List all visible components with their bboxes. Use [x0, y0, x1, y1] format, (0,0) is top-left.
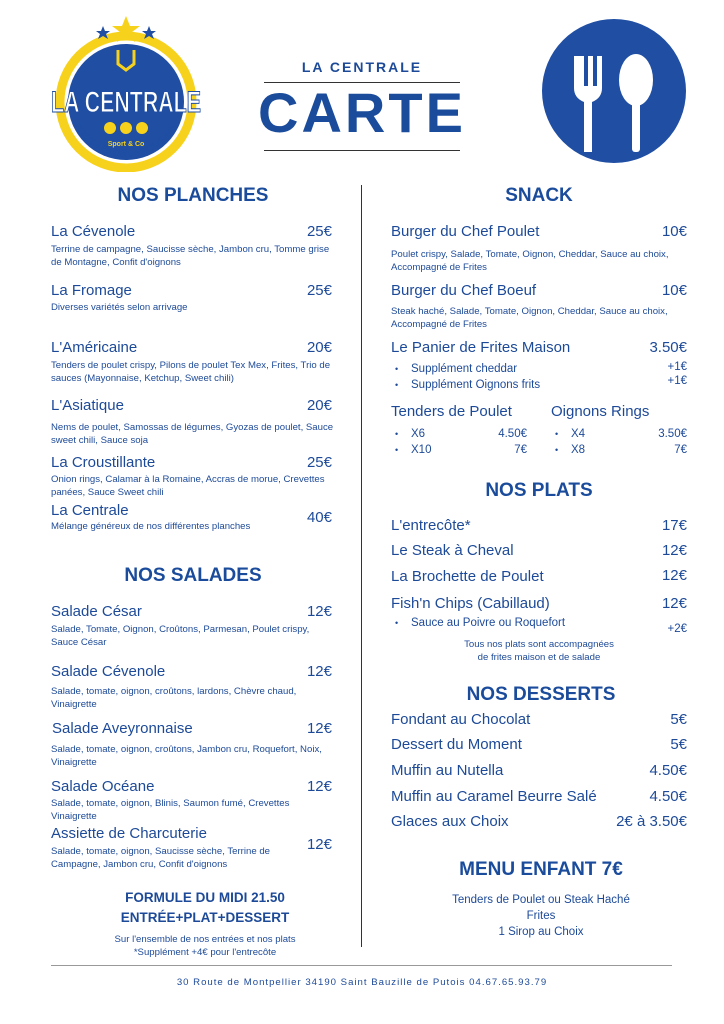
- section-title-salades: NOS SALADES: [124, 565, 262, 586]
- sauce-price: +2€: [667, 623, 687, 635]
- item-name: Muffin au Caramel Beurre Salé: [391, 788, 597, 805]
- item-price: 25€: [306, 282, 332, 299]
- formule-note: *Supplément +4€ pour l'entrecôte: [133, 947, 277, 958]
- item-price: 12€: [306, 778, 332, 795]
- svg-text:Sport & Co: Sport & Co: [107, 141, 145, 148]
- item-price: 12€: [306, 836, 332, 853]
- item-name: Fish'n Chips (Cabillaud): [391, 595, 550, 612]
- item-name: Assiette de Charcuterie: [51, 825, 207, 842]
- item-price: 17€: [661, 517, 687, 534]
- item-price: 2€ à 3.50€: [616, 813, 687, 830]
- item-name: Le Steak à Cheval: [391, 542, 514, 559]
- option-price: 7€: [514, 444, 527, 456]
- svg-text:LA CENTRALE: LA CENTRALE: [51, 86, 201, 119]
- item-name: La Fromage: [51, 282, 132, 299]
- divider: [264, 150, 460, 151]
- item-price: 25€: [306, 223, 332, 240]
- section-title-plats: NOS PLATS: [485, 480, 593, 501]
- option-price: 4.50€: [498, 428, 527, 440]
- item-name: La Croustillante: [51, 454, 156, 471]
- supplement: • Supplément cheddar: [411, 361, 517, 377]
- item-name: La Brochette de Poulet: [391, 568, 544, 585]
- item-name: Burger du Chef Boeuf: [391, 282, 537, 299]
- enfant-line: Tenders de Poulet ou Steak Haché: [452, 894, 630, 906]
- item-desc: Salade, tomate, oignon, Saucisse sèche, Terrine de Campagne, Jambon cru, Confit d'oignons: [51, 846, 271, 870]
- item-name: Salade Océane: [51, 778, 155, 795]
- option-qty: • X10: [411, 442, 431, 458]
- item-price: 12€: [306, 603, 332, 620]
- item-price: 40€: [306, 509, 332, 526]
- item-price: 20€: [306, 397, 332, 414]
- item-name: Le Panier de Frites Maison: [391, 339, 571, 356]
- item-desc: Mélange généreux de nos différentes planches: [51, 521, 251, 532]
- item-desc: Steak haché, Salade, Tomate, Oignon, Cheddar, Sauce au choix, Accompagné de Frites: [391, 306, 668, 330]
- option-qty: • X6: [411, 426, 425, 442]
- item-price: 4.50€: [649, 788, 687, 805]
- item-desc: Tenders de poulet crispy, Pilons de poulet Tex Mex, Frites, Trio de sauces (Mayonnaise, Ketchup, Sweet chili): [51, 360, 331, 384]
- section-title-desserts: NOS DESSERTS: [466, 684, 616, 705]
- option-price: 7€: [674, 444, 687, 456]
- item-desc: Onion rings, Calamar à la Romaine, Accras de morue, Crevettes panées, Sauce Sweet chili: [51, 474, 325, 498]
- plats-note: de frites maison et de salade: [477, 652, 601, 663]
- logo: [48, 12, 204, 172]
- item-name: Burger du Chef Poulet: [391, 223, 540, 240]
- item-price: 20€: [306, 339, 332, 356]
- item-price: 3.50€: [649, 339, 687, 356]
- item-price: 12€: [306, 663, 332, 680]
- item-desc: Diverses variétés selon arrivage: [51, 302, 188, 313]
- item-name: Glaces aux Choix: [391, 813, 509, 830]
- item-price: 4.50€: [649, 762, 687, 779]
- item-price: 12€: [661, 595, 687, 612]
- svg-text:FOOT • PADEL • BOWLING: FOOT • PADEL • BOWLING: [70, 121, 182, 160]
- item-name: Tenders de Poulet: [391, 403, 512, 420]
- section-title-snack: SNACK: [505, 185, 573, 206]
- item-desc: Salade, Tomate, Oignon, Croûtons, Parmesan, Poulet crispy, Sauce César: [51, 624, 310, 648]
- item-desc: Salade, tomate, oignon, croûtons, lardons, Chèvre chaud, Vinaigrette: [51, 686, 297, 710]
- fork-spoon-icon: [540, 18, 688, 164]
- item-desc: Salade, tomate, oignon, croûtons, Jambon cru, Roquefort, Noix, Vinaigrette: [51, 744, 322, 768]
- option-qty: • X4: [571, 426, 585, 442]
- item-desc: Poulet crispy, Salade, Tomate, Oignon, Cheddar, Sauce au choix, Accompagné de Frites: [391, 249, 669, 273]
- item-desc: Salade, tomate, oignon, Blinis, Saumon fumé, Crevettes Vinaigrette: [51, 798, 290, 822]
- item-name: Salade César: [51, 603, 142, 620]
- section-title-planches: NOS PLANCHES: [117, 185, 269, 206]
- plats-note: Tous nos plats sont accompagnées: [464, 639, 614, 650]
- item-name: Salade Cévenole: [51, 663, 166, 680]
- item-name: Oignons Rings: [551, 403, 650, 420]
- supplement-price: +1€: [667, 375, 687, 387]
- item-name: La Centrale: [51, 502, 129, 519]
- item-name: Dessert du Moment: [391, 736, 522, 753]
- formule-note: Sur l'ensemble de nos entrées et nos plats: [114, 934, 296, 945]
- formule-subtitle: ENTRÉE+PLAT+DESSERT: [120, 910, 290, 925]
- column-divider: [361, 185, 362, 947]
- supplement-price: +1€: [667, 361, 687, 373]
- item-name: Muffin au Nutella: [391, 762, 504, 779]
- footer-divider: [51, 965, 672, 966]
- subtitle: LA CENTRALE: [301, 59, 423, 75]
- item-price: 12€: [661, 542, 687, 559]
- formule-title: FORMULE DU MIDI 21.50: [125, 890, 285, 905]
- page-title: CARTE: [258, 81, 466, 144]
- item-name: Salade Aveyronnaise: [52, 720, 193, 737]
- item-desc: Terrine de campagne, Saucisse sèche, Jambon cru, Tomme grise de Montagne, Confit d'oignons: [51, 244, 330, 268]
- item-price: 5€: [670, 736, 687, 753]
- item-price: 5€: [670, 711, 687, 728]
- item-price: 10€: [661, 223, 687, 240]
- item-price: 12€: [661, 567, 687, 584]
- item-name: La Cévenole: [51, 223, 136, 240]
- footer-address: 30 Route de Montpellier 34190 Saint Bauzille de Putois 04.67.65.93.79: [176, 977, 548, 988]
- enfant-line: 1 Sirop au Choix: [498, 926, 584, 938]
- item-price: 25€: [306, 454, 332, 471]
- item-price: 12€: [306, 720, 332, 737]
- item-name: L'Asiatique: [51, 397, 124, 414]
- option-qty: • X8: [571, 442, 585, 458]
- item-desc: Nems de poulet, Samossas de légumes, Gyozas de poulet, Sauce sweet chili, Sauce soja: [51, 422, 334, 446]
- sauce-option: • Sauce au Poivre ou Roquefort: [411, 615, 565, 631]
- option-price: 3.50€: [658, 428, 687, 440]
- section-title-enfant: MENU ENFANT 7€: [459, 859, 623, 880]
- enfant-line: Frites: [526, 910, 556, 922]
- item-name: Fondant au Chocolat: [391, 711, 531, 728]
- supplement: • Supplément Oignons frits: [411, 377, 540, 393]
- item-price: 10€: [661, 282, 687, 299]
- item-name: L'entrecôte*: [391, 517, 471, 534]
- item-name: L'Américaine: [51, 339, 138, 356]
